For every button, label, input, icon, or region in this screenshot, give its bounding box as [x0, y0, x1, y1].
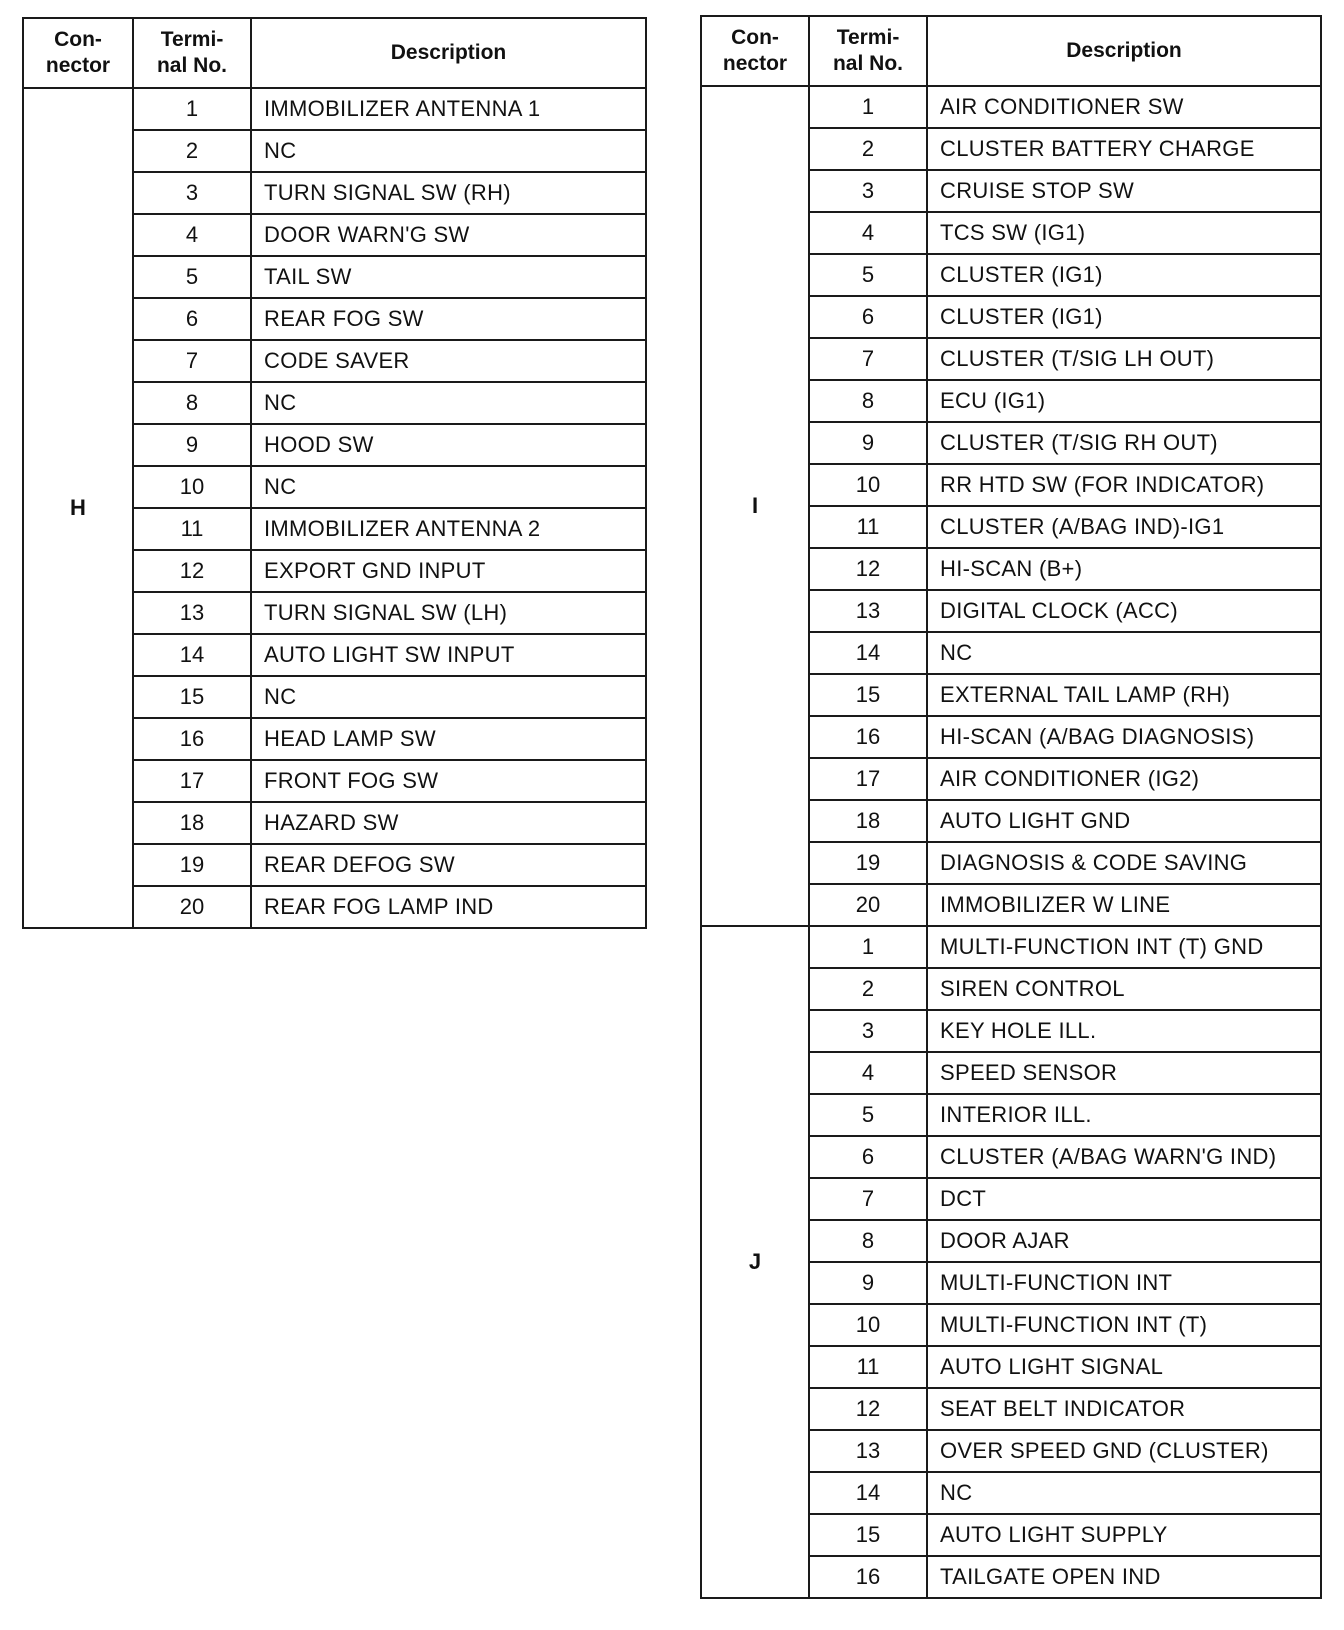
- table-row: [701, 86, 1321, 128]
- description-cell: INTERIOR ILL.: [927, 1094, 1321, 1136]
- description-cell: TAIL SW: [251, 256, 646, 298]
- description-cell: REAR DEFOG SW: [251, 844, 646, 886]
- terminal-header-line1: Termi-: [160, 28, 224, 51]
- description-cell: CLUSTER BATTERY CHARGE: [927, 128, 1321, 170]
- connector-header-line1: Con-: [731, 26, 779, 49]
- table-header-row: [701, 16, 1321, 86]
- terminal-number-cell: 3: [809, 1010, 927, 1052]
- table-body: [23, 88, 646, 928]
- terminal-number-cell: 7: [809, 1178, 927, 1220]
- description-cell: HAZARD SW: [251, 802, 646, 844]
- table-header-row: [23, 18, 646, 88]
- terminal-number-cell: 1: [809, 926, 927, 968]
- description-cell: EXPORT GND INPUT: [251, 550, 646, 592]
- description-cell: CLUSTER (T/SIG LH OUT): [927, 338, 1321, 380]
- terminal-number-cell: 15: [809, 1514, 927, 1556]
- terminal-number-cell: 16: [809, 716, 927, 758]
- terminal-number-cell: 5: [809, 1094, 927, 1136]
- description-cell: DIAGNOSIS & CODE SAVING: [927, 842, 1321, 884]
- description-cell: DCT: [927, 1178, 1321, 1220]
- description-cell: SEAT BELT INDICATOR: [927, 1388, 1321, 1430]
- connector-header-line2: nector: [722, 52, 788, 75]
- terminal-number-cell: 19: [133, 844, 251, 886]
- terminal-number-cell: 5: [809, 254, 927, 296]
- terminal-number-cell: 1: [809, 86, 927, 128]
- description-cell: TAILGATE OPEN IND: [927, 1556, 1321, 1598]
- description-cell: CLUSTER (T/SIG RH OUT): [927, 422, 1321, 464]
- table-row: [23, 88, 646, 130]
- description-cell: HI-SCAN (B+): [927, 548, 1321, 590]
- terminal-number-cell: 5: [133, 256, 251, 298]
- terminal-number-cell: 3: [133, 172, 251, 214]
- connector-cell: I: [701, 86, 809, 926]
- terminal-number-cell: 10: [809, 1304, 927, 1346]
- connector-cell: J: [701, 926, 809, 1598]
- terminal-number-cell: 20: [133, 886, 251, 928]
- terminal-number-cell: 2: [809, 968, 927, 1010]
- description-cell: TURN SIGNAL SW (RH): [251, 172, 646, 214]
- terminal-header-line1: Termi-: [836, 26, 900, 49]
- terminal-number-cell: 7: [809, 338, 927, 380]
- description-cell: IMMOBILIZER ANTENNA 2: [251, 508, 646, 550]
- terminal-number-cell: 15: [133, 676, 251, 718]
- description-cell: CLUSTER (IG1): [927, 296, 1321, 338]
- terminal-number-cell: 2: [809, 128, 927, 170]
- description-cell: CODE SAVER: [251, 340, 646, 382]
- terminal-number-cell: 12: [809, 1388, 927, 1430]
- description-column-header: Description: [927, 16, 1321, 86]
- description-cell: IMMOBILIZER ANTENNA 1: [251, 88, 646, 130]
- terminal-number-cell: 11: [133, 508, 251, 550]
- terminal-header-line2: nal No.: [832, 52, 903, 75]
- description-cell: NC: [927, 632, 1321, 674]
- description-cell: AUTO LIGHT GND: [927, 800, 1321, 842]
- description-cell: HEAD LAMP SW: [251, 718, 646, 760]
- description-cell: AIR CONDITIONER (IG2): [927, 758, 1321, 800]
- description-cell: NC: [927, 1472, 1321, 1514]
- description-cell: CLUSTER (IG1): [927, 254, 1321, 296]
- description-cell: KEY HOLE ILL.: [927, 1010, 1321, 1052]
- terminal-number-cell: 13: [809, 1430, 927, 1472]
- terminal-number-cell: 20: [809, 884, 927, 926]
- terminal-number-cell: 11: [809, 1346, 927, 1388]
- table-row: [701, 926, 1321, 968]
- description-cell: MULTI-FUNCTION INT (T): [927, 1304, 1321, 1346]
- terminal-number-cell: 2: [133, 130, 251, 172]
- terminal-number-cell: 9: [809, 422, 927, 464]
- terminal-number-cell: 16: [133, 718, 251, 760]
- description-cell: TURN SIGNAL SW (LH): [251, 592, 646, 634]
- terminal-number-cell: 14: [133, 634, 251, 676]
- terminal-number-cell: 4: [133, 214, 251, 256]
- description-cell: MULTI-FUNCTION INT: [927, 1262, 1321, 1304]
- description-column-header: Description: [251, 18, 646, 88]
- description-cell: HOOD SW: [251, 424, 646, 466]
- description-cell: MULTI-FUNCTION INT (T) GND: [927, 926, 1321, 968]
- description-cell: FRONT FOG SW: [251, 760, 646, 802]
- terminal-number-cell: 6: [133, 298, 251, 340]
- terminal-number-cell: 12: [809, 548, 927, 590]
- description-cell: AIR CONDITIONER SW: [927, 86, 1321, 128]
- terminal-number-cell: 6: [809, 296, 927, 338]
- connector-table-left: [22, 17, 647, 929]
- terminal-number-cell: 7: [133, 340, 251, 382]
- connector-cell: H: [23, 88, 133, 928]
- description-cell: NC: [251, 130, 646, 172]
- description-cell: AUTO LIGHT SW INPUT: [251, 634, 646, 676]
- description-cell: OVER SPEED GND (CLUSTER): [927, 1430, 1321, 1472]
- table-body: [701, 86, 1321, 1598]
- description-cell: DOOR WARN'G SW: [251, 214, 646, 256]
- description-cell: REAR FOG LAMP IND: [251, 886, 646, 928]
- terminal-number-cell: 15: [809, 674, 927, 716]
- connector-column-header: [701, 16, 809, 86]
- terminal-number-cell: 14: [809, 632, 927, 674]
- description-cell: TCS SW (IG1): [927, 212, 1321, 254]
- description-cell: RR HTD SW (FOR INDICATOR): [927, 464, 1321, 506]
- description-cell: DIGITAL CLOCK (ACC): [927, 590, 1321, 632]
- description-cell: REAR FOG SW: [251, 298, 646, 340]
- description-cell: DOOR AJAR: [927, 1220, 1321, 1262]
- terminal-number-cell: 19: [809, 842, 927, 884]
- terminal-header-line2: nal No.: [156, 54, 227, 77]
- description-cell: AUTO LIGHT SUPPLY: [927, 1514, 1321, 1556]
- terminal-number-cell: 17: [133, 760, 251, 802]
- description-cell: HI-SCAN (A/BAG DIAGNOSIS): [927, 716, 1321, 758]
- connector-table-right: [700, 15, 1322, 1599]
- description-cell: AUTO LIGHT SIGNAL: [927, 1346, 1321, 1388]
- connector-column-header: [23, 18, 133, 88]
- terminal-number-cell: 8: [133, 382, 251, 424]
- description-cell: NC: [251, 676, 646, 718]
- connector-header-line2: nector: [45, 54, 111, 77]
- terminal-number-cell: 8: [809, 1220, 927, 1262]
- description-cell: SPEED SENSOR: [927, 1052, 1321, 1094]
- terminal-number-cell: 18: [133, 802, 251, 844]
- description-cell: NC: [251, 382, 646, 424]
- description-cell: SIREN CONTROL: [927, 968, 1321, 1010]
- terminal-number-cell: 3: [809, 170, 927, 212]
- terminal-column-header: [133, 18, 251, 88]
- terminal-number-cell: 18: [809, 800, 927, 842]
- terminal-number-cell: 17: [809, 758, 927, 800]
- description-cell: CRUISE STOP SW: [927, 170, 1321, 212]
- terminal-number-cell: 1: [133, 88, 251, 130]
- terminal-number-cell: 6: [809, 1136, 927, 1178]
- terminal-number-cell: 10: [133, 466, 251, 508]
- terminal-number-cell: 4: [809, 212, 927, 254]
- terminal-number-cell: 12: [133, 550, 251, 592]
- description-cell: ECU (IG1): [927, 380, 1321, 422]
- description-cell: CLUSTER (A/BAG WARN'G IND): [927, 1136, 1321, 1178]
- terminal-number-cell: 13: [133, 592, 251, 634]
- terminal-number-cell: 13: [809, 590, 927, 632]
- terminal-number-cell: 10: [809, 464, 927, 506]
- connector-header-line1: Con-: [54, 28, 102, 51]
- description-cell: CLUSTER (A/BAG IND)-IG1: [927, 506, 1321, 548]
- description-cell: IMMOBILIZER W LINE: [927, 884, 1321, 926]
- terminal-number-cell: 9: [809, 1262, 927, 1304]
- terminal-column-header: [809, 16, 927, 86]
- terminal-number-cell: 11: [809, 506, 927, 548]
- terminal-number-cell: 8: [809, 380, 927, 422]
- description-cell: NC: [251, 466, 646, 508]
- terminal-number-cell: 16: [809, 1556, 927, 1598]
- terminal-number-cell: 14: [809, 1472, 927, 1514]
- description-cell: EXTERNAL TAIL LAMP (RH): [927, 674, 1321, 716]
- terminal-number-cell: 4: [809, 1052, 927, 1094]
- terminal-number-cell: 9: [133, 424, 251, 466]
